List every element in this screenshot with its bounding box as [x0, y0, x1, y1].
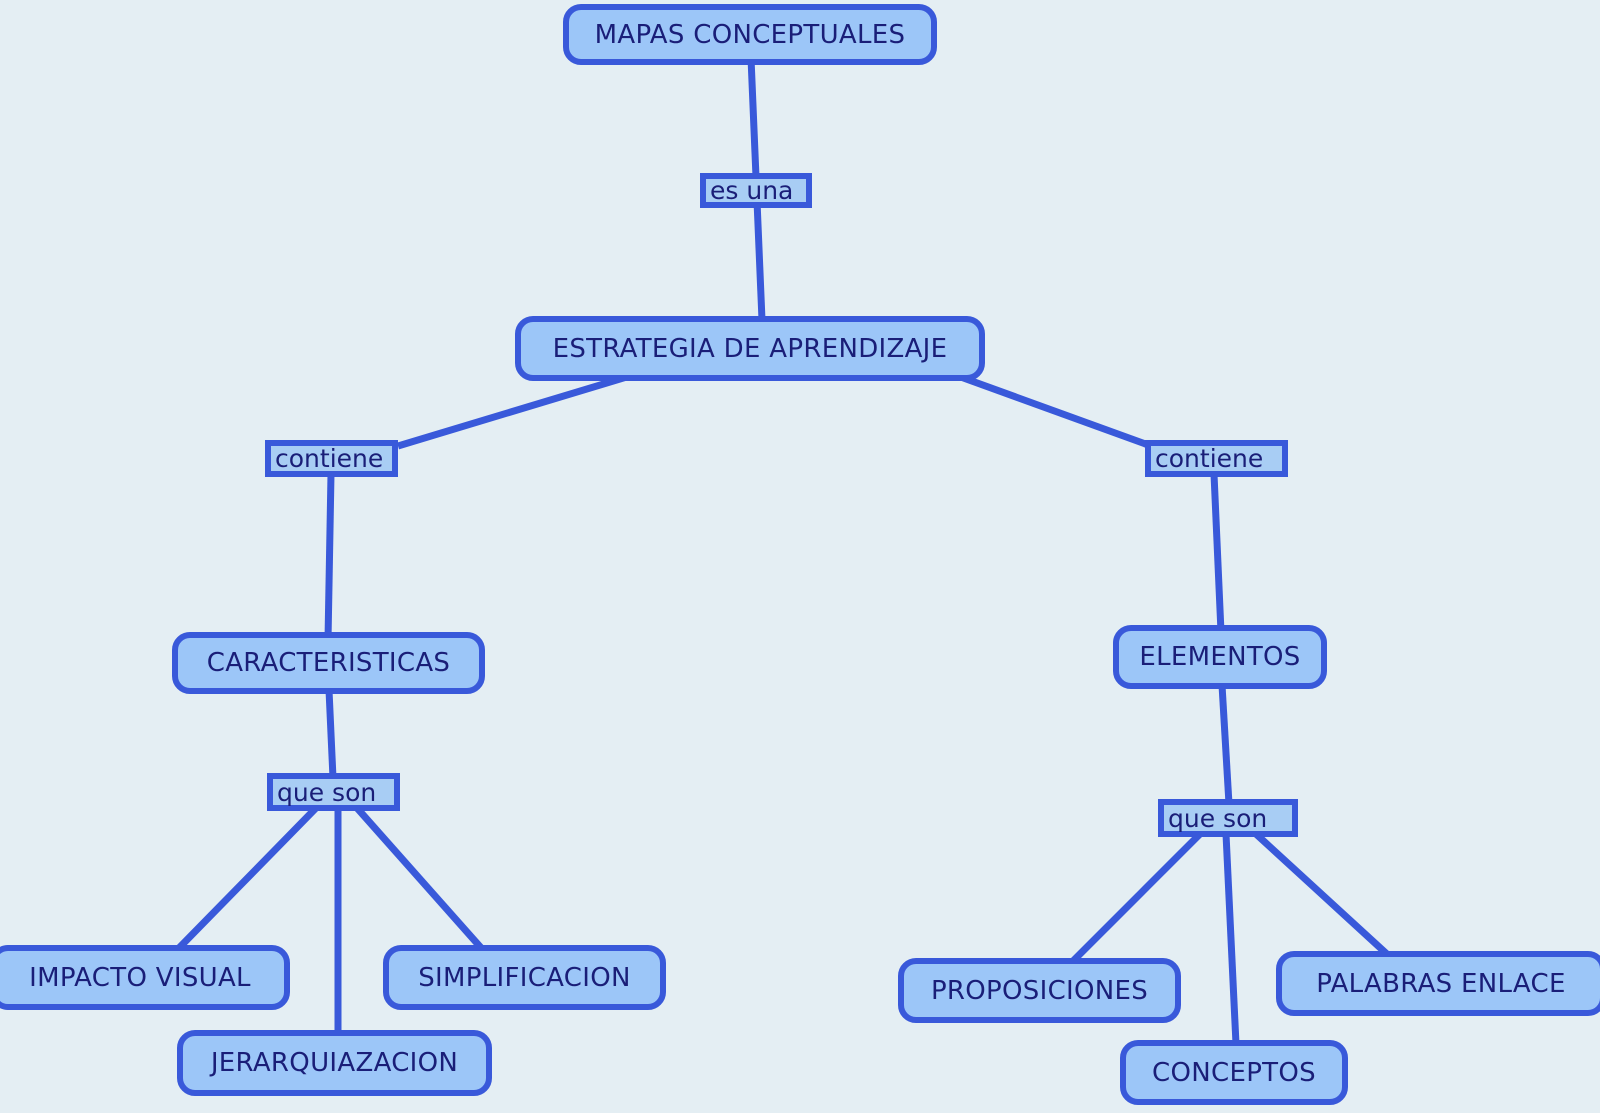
node-palabras-enlace[interactable]: PALABRAS ENLACE: [1276, 951, 1600, 1016]
edge-contiene-right-elementos: [1214, 474, 1221, 632]
node-caracteristicas[interactable]: CARACTERISTICAS: [172, 632, 485, 694]
node-mapas-conceptuales[interactable]: MAPAS CONCEPTUALES: [563, 4, 937, 65]
link-label-contiene-right[interactable]: contiene: [1145, 440, 1288, 477]
edge-contiene-left-caracteristicas: [328, 474, 331, 640]
link-label-que-son-right[interactable]: que son: [1158, 799, 1298, 837]
edge-estrategia-contiene-left: [398, 376, 630, 446]
edge-queson-left-simplificacion: [357, 808, 483, 950]
link-label-contiene-left[interactable]: contiene: [265, 440, 398, 477]
node-estrategia-de-aprendizaje[interactable]: ESTRATEGIA DE APRENDIZAJE: [515, 316, 985, 381]
edge-estrategia-contiene-right: [958, 376, 1151, 446]
edge-elementos-queson-right: [1222, 685, 1229, 804]
node-elementos[interactable]: ELEMENTOS: [1113, 625, 1327, 689]
edge-queson-right-conceptos: [1226, 834, 1236, 1044]
node-simplificacion[interactable]: SIMPLIFICACION: [383, 945, 666, 1010]
node-proposiciones[interactable]: PROPOSICIONES: [898, 958, 1181, 1023]
link-label-es-una[interactable]: es una: [700, 173, 812, 208]
node-jerarquiazacion[interactable]: JERARQUIAZACION: [177, 1030, 492, 1096]
edge-caracteristicas-queson-left: [329, 690, 333, 778]
node-conceptos[interactable]: CONCEPTOS: [1120, 1040, 1348, 1105]
node-impacto-visual[interactable]: IMPACTO VISUAL: [0, 945, 290, 1010]
edge-queson-right-palabras-enlace: [1256, 834, 1388, 955]
link-label-que-son-left[interactable]: que son: [267, 773, 400, 811]
edge-queson-right-proposiciones: [1072, 834, 1200, 962]
edge-queson-left-impacto-visual: [177, 808, 316, 950]
